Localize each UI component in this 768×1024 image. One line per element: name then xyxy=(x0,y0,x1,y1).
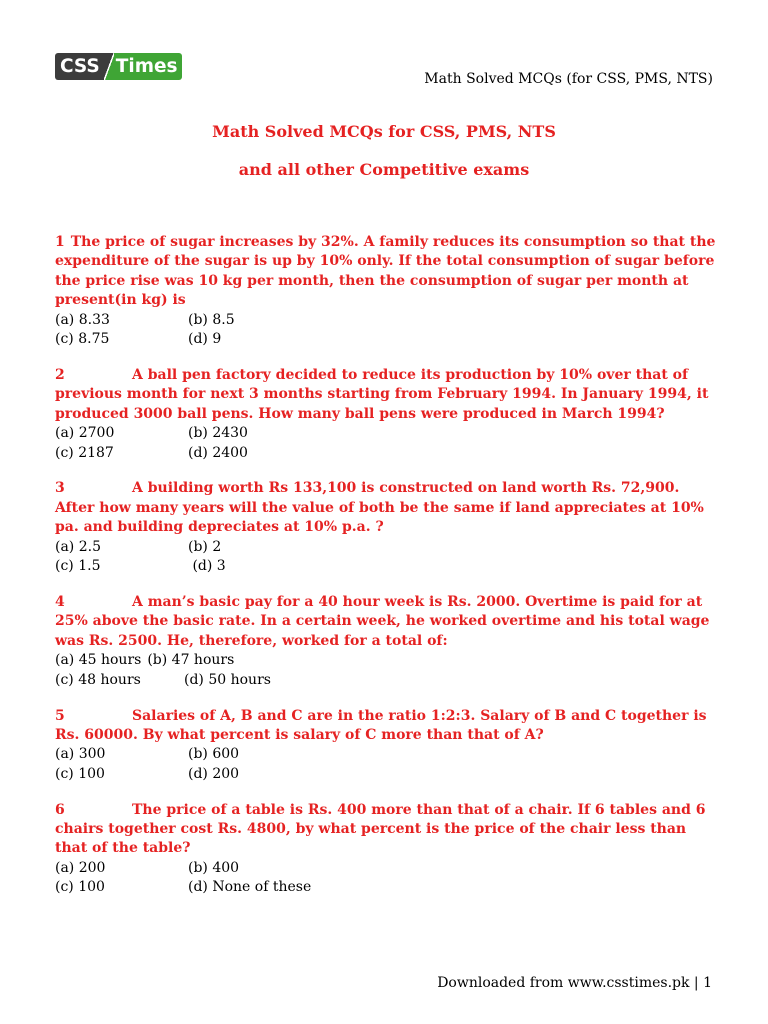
question-number: 5 xyxy=(55,707,65,724)
question-3 xyxy=(55,479,720,576)
option-c: (c) 8.75 xyxy=(55,331,110,348)
option-c: (c) 100 xyxy=(55,879,105,896)
page-footer: Downloaded from www.csstimes.pk | 1 xyxy=(437,975,712,991)
document-title-line1: Math Solved MCQs for CSS, PMS, NTS xyxy=(212,122,556,141)
options-row xyxy=(55,444,720,463)
question-number: 1 xyxy=(55,234,65,250)
option-c: (c) 1.5 xyxy=(55,558,101,575)
option-c: (c) 100 xyxy=(55,765,105,782)
option-d: (d) 200 xyxy=(188,765,240,782)
question-body: A man’s basic pay for a 40 hour week is Rs. 2000. Overtime is paid for at 25% above the basic rate. In a certain week, he worked overtime and his total wage was Rs. 2500. He, therefore, worked for a total of: xyxy=(55,594,710,649)
question-text xyxy=(55,801,720,859)
option-b: (b) 600 xyxy=(188,746,240,763)
options-row xyxy=(55,765,720,784)
options-row xyxy=(55,859,720,878)
question-number: 6 xyxy=(55,801,65,818)
option-d: (d) None of these xyxy=(188,879,312,896)
question-text xyxy=(55,233,720,311)
option-d: (d) 9 xyxy=(188,331,222,348)
options-row xyxy=(55,878,720,897)
option-d: (d) 2400 xyxy=(188,444,248,461)
option-c: (c) 48 hours xyxy=(55,671,141,688)
question-body: Salaries of A, B and C are in the ratio 1:2:3. Salary of B and C together is Rs. 60000. By what percent is salary of C more than that of A? xyxy=(55,707,707,743)
options-row xyxy=(55,557,720,576)
question-4 xyxy=(55,593,720,690)
question-number: 4 xyxy=(55,594,65,610)
options-row xyxy=(55,745,720,764)
option-a: (a) 45 hours xyxy=(55,652,142,669)
option-b: (b) 47 hours xyxy=(147,652,235,669)
logo-css-text: CSS xyxy=(55,53,104,80)
option-c: (c) 2187 xyxy=(55,444,114,461)
option-b: (b) 2430 xyxy=(188,425,248,442)
options-row xyxy=(55,538,720,557)
option-b: (b) 8.5 xyxy=(188,311,235,328)
question-1 xyxy=(55,233,720,349)
csstimes-logo xyxy=(55,53,182,80)
options-row xyxy=(55,671,720,690)
option-b: (b) 2 xyxy=(188,538,222,555)
options-row xyxy=(55,330,720,349)
question-body: A building worth Rs 133,100 is constructed on land worth Rs. 72,900. After how many years will the value of both be the same if land appreciates at 10% pa. and building depreciates at 10% p.a. ? xyxy=(55,480,704,536)
question-text xyxy=(55,366,720,424)
question-body: A ball pen factory decided to reduce its production by 10% over that of previous month for next 3 months starting from February 1994. In January 1994, it produced 3000 ball pens. How many ball pens were produced in March 1994? xyxy=(55,366,709,422)
options-row xyxy=(55,651,720,670)
document-title-line2: and all other Competitive exams xyxy=(238,160,530,179)
question-number: 3 xyxy=(55,480,65,497)
option-a: (a) 2700 xyxy=(55,425,115,442)
question-list xyxy=(55,233,720,914)
option-d: (d) 50 hours xyxy=(184,671,271,688)
option-b: (b) 400 xyxy=(188,859,240,876)
question-text xyxy=(55,479,720,537)
question-body: The price of a table is Rs. 400 more than that of a chair. If 6 tables and 6 chairs together cost Rs. 4800, by what percent is the price of the chair less than that of the table? xyxy=(55,801,706,857)
question-text xyxy=(55,593,720,651)
question-number: 2 xyxy=(55,366,65,383)
option-a: (a) 8.33 xyxy=(55,311,110,328)
option-d: (d) 3 xyxy=(188,558,226,575)
question-body: The price of sugar increases by 32%. A family reduces its consumption so that the expenditure of the sugar is up by 10% only. If the total consumption of sugar before the price rise was 10 kg per month, then the consumption of sugar per month at present(in kg) is xyxy=(55,234,716,309)
option-a: (a) 300 xyxy=(55,746,106,763)
running-header: Math Solved MCQs (for CSS, PMS, NTS) xyxy=(424,71,713,87)
logo-slash-icon xyxy=(104,53,114,80)
options-row xyxy=(55,311,720,330)
logo-times-text: Times xyxy=(114,53,182,80)
question-text xyxy=(55,707,720,746)
question-5 xyxy=(55,707,720,785)
option-a: (a) 200 xyxy=(55,859,106,876)
option-a: (a) 2.5 xyxy=(55,538,101,555)
options-row xyxy=(55,424,720,443)
question-2 xyxy=(55,366,720,463)
question-6 xyxy=(55,801,720,898)
